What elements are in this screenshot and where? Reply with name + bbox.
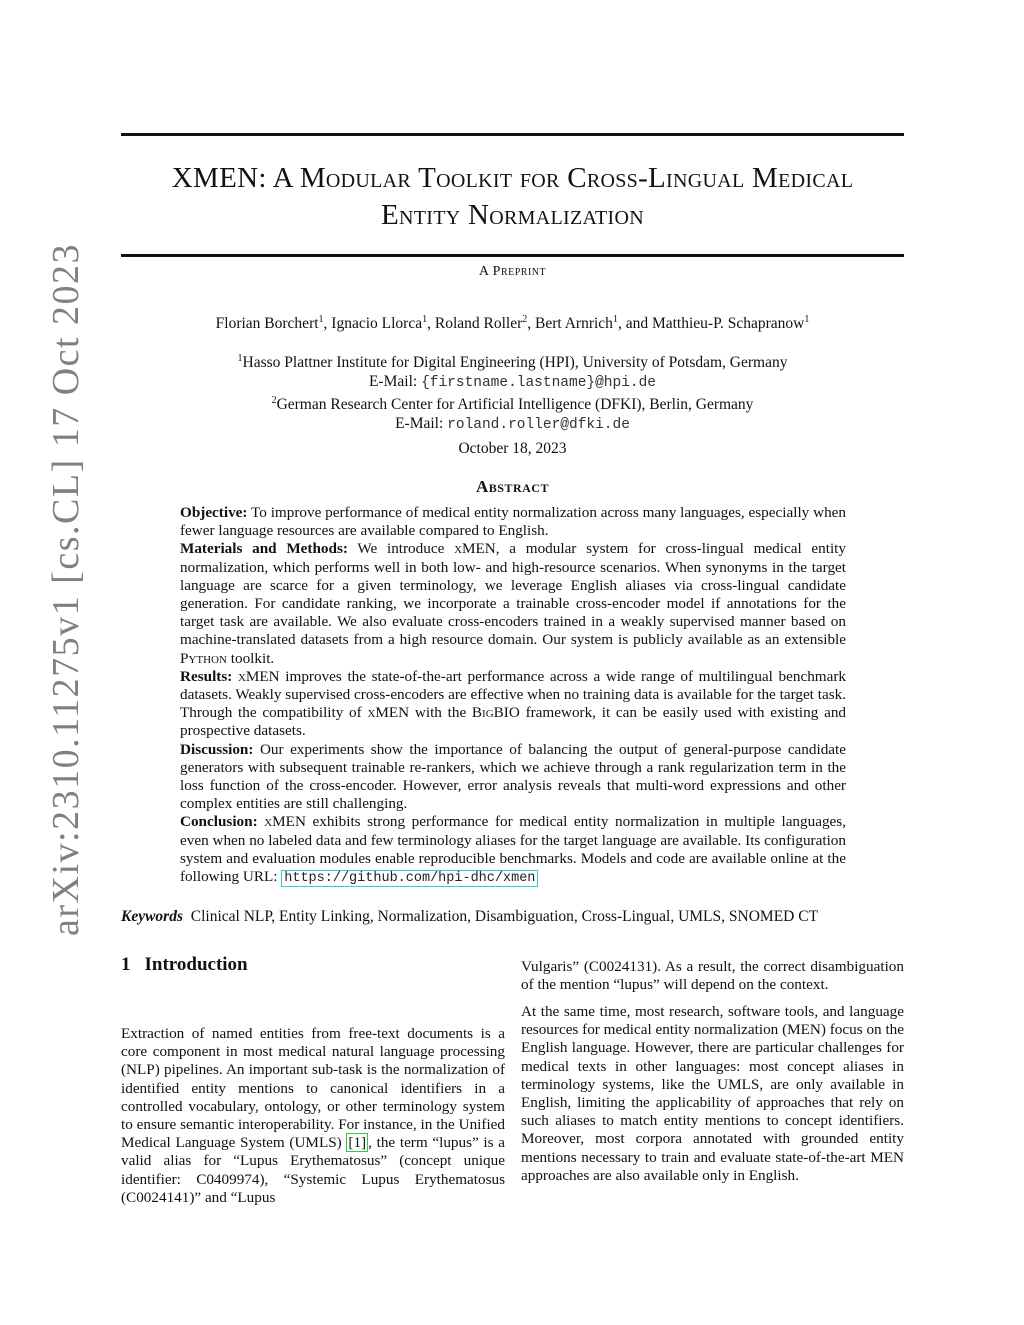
author-affiliation-mark: 1	[422, 314, 428, 325]
affiliations	[121, 350, 904, 434]
publication-date: October 18, 2023	[458, 440, 567, 457]
section-number: 1	[121, 954, 131, 975]
keywords-list: Clinical NLP, Entity Linking, Normalization, Disambiguation, Cross-Lingual, UMLS, SNOMED CT	[190, 908, 819, 925]
conclusion-label: Conclusion:	[180, 813, 258, 831]
results-label: Results:	[180, 667, 233, 685]
affiliation-2	[121, 392, 904, 415]
author-affiliation-mark: 1	[612, 314, 618, 325]
methods-text: toolkit.	[226, 649, 275, 667]
email-address: {firstname.lastname}@hpi.de	[421, 374, 657, 391]
xmen-name: xMEN	[237, 667, 280, 685]
intro-text: Extraction of named entities from free-text documents is a core component in most medical natural language processing (NLP) pipelines. An important sub-task is the normalization of identified entity mentions to canonical identifiers in a controlled vocabulary, ontology, or other terminology system to ensure semantic interoperability. For instance, in the Unified Medical Language System (UMLS)	[121, 1025, 505, 1152]
xmen-name: xMEN	[367, 704, 410, 722]
title-bottom-rule	[121, 254, 904, 257]
title-part-2: Modular Toolkit for Cross-Lingual Medical	[299, 162, 854, 194]
intro-paragraph: At the same time, most research, software tools, and language resources for medical entity normalization (MEN) focus on the English language. However, there are particular challenges for medical texts in other languages: most concept aliases in terminology systems, like the UMLS, are only available in English, limiting the applicability of approaches that rely on such aliases to match entity mentions to concept identifiers. Moreover, most corpora annotated with grounded entity mentions necessary to train and evaluate state-of-the-art MEN approaches are also available only in English.	[521, 1003, 904, 1184]
affiliation-text: Hasso Plattner Institute for Digital Engineering (HPI), University of Potsdam, Germany	[242, 354, 788, 372]
intro-left-column	[121, 1025, 505, 1207]
objective-text: To improve performance of medical entity normalization across many languages, especially when fewer language resources are available compared to English.	[180, 504, 846, 540]
abstract-conclusion	[180, 813, 846, 888]
conclusion-text: exhibits strong performance for medical entity normalization in multiple languages, even when no labeled data and few terminology aliases for the target language are available. Its configuration system and evaluation modules enable reproducible benchmarks. Models and code are available online at the following URL:	[180, 813, 846, 886]
methods-text: We introduce	[347, 540, 455, 558]
section-title: Introduction	[144, 954, 248, 975]
affiliation-mark: 2	[271, 395, 277, 407]
author-name: Florian Borchert	[215, 315, 319, 333]
results-text: framework, it can be easily used with existing and prospective datasets.	[180, 704, 847, 740]
keywords-label: Keywords	[121, 908, 183, 925]
author-affiliation-mark: 2	[522, 314, 528, 325]
xmen-name: xMEN	[264, 813, 306, 831]
author-name: Roland Roller	[434, 315, 523, 333]
intro-right-column-p1	[521, 958, 904, 994]
results-text: with the	[409, 704, 472, 722]
author-name: Bert Arnrich	[535, 315, 613, 333]
bigbio-name: BigBIO	[471, 704, 520, 722]
title-top-rule	[121, 133, 904, 136]
author-name: Ignacio Llorca	[331, 315, 423, 333]
intro-right-column-p2	[521, 1003, 904, 1185]
author-separator: , and	[617, 315, 652, 333]
paper-title	[121, 160, 904, 234]
discussion-text: Our experiments show the importance of balancing the output of general-purpose candidate generators with subsequent trainable re-rankers, which we achieve through a rank regularization term in the loss function of the cross-encoder. However, error analysis reveals that multi-word expressions and other complex entities are still challenging.	[180, 740, 846, 813]
intro-paragraph: Vulgaris” (C0024131). As a result, the correct disambiguation of the mention “lupus” will depend on the context.	[521, 958, 904, 994]
email-label: E-Mail:	[395, 414, 448, 432]
intro-text: , the term “lupus” is a valid alias for “Lupus Erythematosus” (concept unique identifier: C0409974), “Systemic Lupus Erythematosus (C0024141)” and “Lupus	[121, 1134, 505, 1206]
author-affiliation-mark: 1	[804, 314, 810, 325]
discussion-label: Discussion:	[180, 740, 254, 758]
abstract-results	[180, 668, 846, 741]
title-line-2: Entity Normalization	[381, 199, 644, 231]
author-affiliation-mark: 1	[318, 314, 324, 325]
abstract-objective	[180, 504, 846, 540]
affiliation-1-email	[121, 373, 904, 393]
affiliation-2-email	[121, 415, 904, 435]
affiliation-mark: 1	[237, 353, 243, 364]
results-text: improves the state-of-the-art performance across a wide range of multilingual benchmark datasets. Weakly supervised cross-encoders are effective when no training data is available for the target task. Through the compatibility of	[180, 667, 846, 722]
xmen-name: xMEN	[454, 540, 496, 558]
intro-paragraph	[121, 1025, 505, 1207]
affiliation-text: German Research Center for Artificial Intelligence (DFKI), Berlin, Germany	[276, 396, 754, 414]
citation-link[interactable]: [1]	[348, 1134, 367, 1152]
methods-text: , a modular system for cross-lingual medical entity normalization, which performs well in both low- and high-resource scenarios. When synonyms in the target language are scarce for a given terminology, we leverage English aliases via cross-lingual candidate generation. For candidate ranking, we incorporate a trainable cross-encoder model if annotations for the target task are available. We also evaluate cross-encoders trained in a weakly supervised manner based on machine-translated datasets from a high resource domain. Our system is publicly available as an extensible	[180, 540, 846, 649]
author-separator: ,	[427, 315, 435, 333]
abstract-body	[180, 504, 846, 888]
affiliation-1	[121, 350, 904, 373]
email-address: roland.roller@dfki.de	[447, 416, 630, 433]
keywords-line	[121, 908, 904, 926]
repository-link[interactable]: https://github.com/hpi-dhc/xmen	[281, 870, 538, 887]
abstract-methods	[180, 540, 846, 667]
section-heading-introduction	[121, 954, 248, 976]
email-label: E-Mail:	[368, 372, 422, 390]
author-name: Matthieu-P. Schapranow	[651, 315, 805, 333]
python-name: Python	[180, 649, 227, 667]
objective-label: Objective:	[180, 504, 248, 521]
author-list	[121, 314, 904, 333]
methods-label: Materials and Methods:	[180, 540, 348, 558]
preprint-label: A Preprint	[478, 264, 547, 279]
title-x: X	[171, 162, 193, 194]
abstract-discussion	[180, 741, 846, 814]
author-separator: ,	[323, 315, 332, 333]
author-separator: ,	[527, 315, 536, 333]
title-part-1: MEN: A	[192, 162, 300, 194]
arxiv-identifier-stamp: arXiv:2310.11275v1 [cs.CL] 17 Oct 2023	[45, 242, 87, 936]
abstract-heading: Abstract	[476, 477, 549, 496]
